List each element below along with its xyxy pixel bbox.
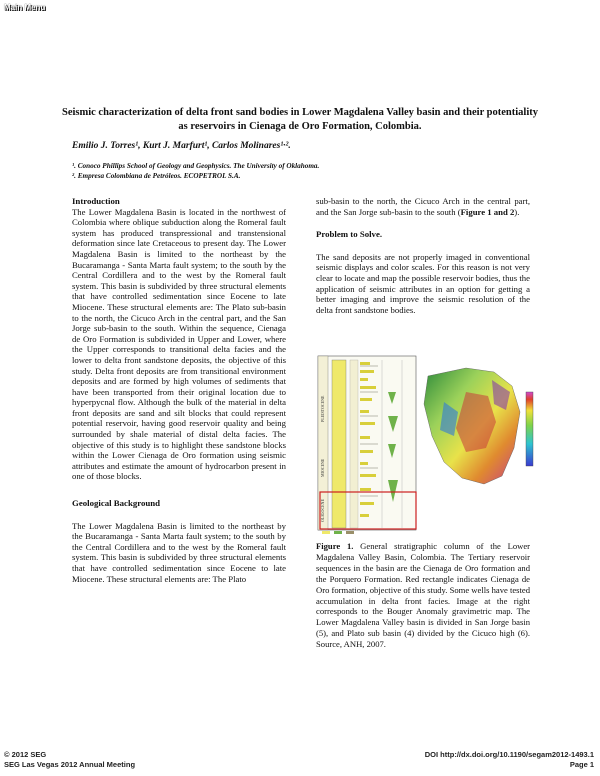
age-label-oligocene: OLIGOCENE bbox=[320, 499, 325, 522]
copyright: © 2012 SEG bbox=[4, 750, 47, 759]
main-menu-link[interactable]: Main Menu bbox=[4, 3, 46, 12]
author-list: Emilio J. Torres¹, Kurt J. Marfurt¹, Carlos Molinares¹·². bbox=[72, 141, 291, 151]
affiliation-1: ¹. Conoco Phillips School of Geology and Geophysics. The University of Oklahoma. bbox=[72, 162, 320, 170]
continued-paragraph: sub-basin to the north, the Cicuco Arch in the central part, and the San Jorge sub-basin to the south (Figure 1 and 2). bbox=[316, 196, 530, 217]
intro-heading: Introduction bbox=[72, 196, 120, 206]
left-column bbox=[72, 196, 286, 584]
intro-paragraph: The Lower Magdalena Basin is located in the northwest of Colombia where oblique subduction along the Romeral fault system has produced transpressional and transtensional deformation since late Cretaceous to present day. The Lower Magdalena Basin is limited to the northeast by the Bucaramanga - Santa Marta fault system; to the south by the Central Cordillera and to the west by the Romeral fault system. This basin is subdivided by three structural elements that have controlled sedimentation since Eocene to late Miocene. These structural elements are: The Plato sub-basin to the north, the Cicuco Arch in the central part, and the San Jorge sub-basin to the south. Within the sequence, Cienaga de Oro Formation is subdivided in Upper and Lower, where the Upper corresponds to transitional delta facies and the lower to delta front sandstone deposits, the objective of this study. Delta front deposits are from transitional environment deposits and are formed by high volumes of sediments that have been transported from their original location due to hyperpycnal flow. Although the bulk of the material in delta front deposits are sand and silt blocks that could represent potential reservoir, having good reservoir quality and being surrounded by shale material of distal delta facies. The objective of this study is to highlight these sandstone blocks within the Lower Cienaga de Oro formation using seismic attributes and estimate the amount of hydrocarbon present in one of those blocks. bbox=[72, 206, 286, 482]
meeting-name: SEG Las Vegas 2012 Annual Meeting bbox=[4, 760, 136, 769]
affiliation-2: ². Empresa Colombiana de Petróleos. ECOPETROL S.A. bbox=[72, 172, 241, 180]
page-number: Page 1 bbox=[569, 760, 594, 769]
problem-heading: Problem to Solve. bbox=[316, 229, 383, 240]
geological-background-heading: Geological Background bbox=[72, 498, 161, 509]
figure-1 bbox=[316, 352, 542, 536]
right-column bbox=[316, 196, 530, 315]
caption-label: Figure 1. bbox=[316, 541, 354, 551]
colorbar bbox=[526, 392, 533, 466]
caption-text: General stratigraphic column of the Lower Magdalena Valley Basin, Colombia. The Tertiary reservoir sequences in the basin are the Cienaga de Oro formation and the Porquero Formation. Red rectangle indicates Cienaga de Oro formation, objective of this study. Some wells have tested accumulation in delta front facies. Image at the right corresponds to the Bouger Anomaly gravimetric map. The Lower Magdalena Valley basin is divided in San Jorge basin (5), and Plato sub basin (4) divided by the Cicuco high (6). Source, ANH, 2007. bbox=[316, 541, 531, 650]
figure-1-caption bbox=[316, 541, 530, 650]
stratigraphic-column-figure bbox=[316, 352, 542, 536]
age-label-miocene: MIOCENE bbox=[320, 458, 325, 477]
age-label-pleistocene: PLEISTOCENE bbox=[320, 395, 325, 422]
paper-title: Seismic characterization of delta front sand bodies in Lower Magdalena Valley basin and their potentiality as reservoirs in Cienaga de Oro Formation, Colombia. bbox=[61, 107, 538, 132]
geological-background-paragraph: The Lower Magdalena Basin is limited to the northeast by the Bucaramanga - Santa Marta fault system; to the south by the Central Cordillera and to the west by the Romeral fault system. This basin is subdivided by three structural elements that have controlled sedimentation since Eocene to late Miocene. These structural elements are: The Plato bbox=[72, 520, 286, 584]
doi-link[interactable]: DOI http://dx.doi.org/10.1190/segam2012-1493.1 bbox=[424, 750, 594, 759]
problem-paragraph: The sand deposits are not properly imaged in conventional seismic displays and color scales. For this reason is not very clear to locate and map the possible reservoir bodies, thus the application of seismic attributes in an option for getting a better imaging and improve the seismic resolution of the delta front sandstone bodies. bbox=[316, 251, 530, 315]
figure-reference: Figure 1 and 2 bbox=[460, 206, 515, 217]
